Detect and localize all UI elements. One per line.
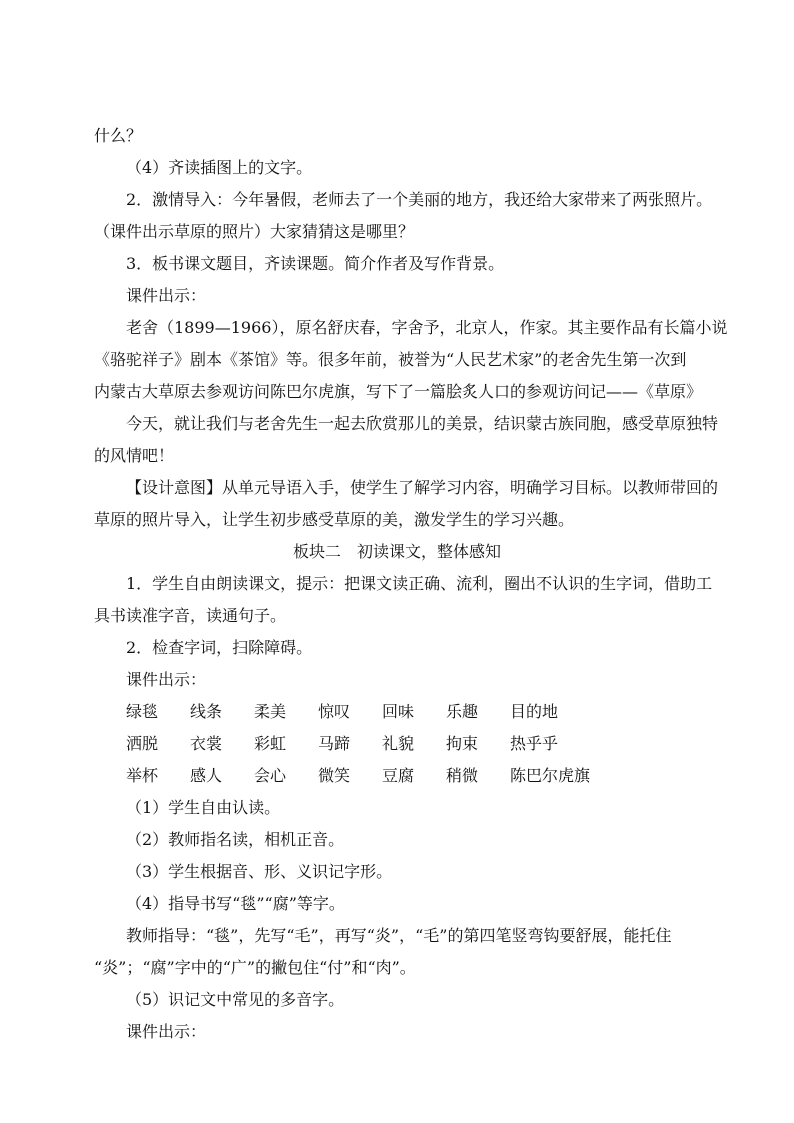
vocab-word: 会心 xyxy=(254,766,287,785)
vocab-word: 回味 xyxy=(382,702,415,721)
vocab-word: 陈巴尔虎旗 xyxy=(510,766,591,785)
paragraph-line: （3）学生根据音、形、义识记字形。 xyxy=(126,862,393,881)
paragraph-line: （4）齐读插图上的文字。 xyxy=(126,158,313,177)
paragraph-line: （1）学生自由认读。 xyxy=(126,798,281,817)
vocab-word: 线条 xyxy=(190,702,223,721)
vocab-word: 豆腐 xyxy=(382,766,415,785)
paragraph-line: 《骆驼祥子》剧本《茶馆》等。很多年前，被誉为“人民艺术家”的老舍先生第一次到 xyxy=(94,350,687,369)
paragraph-line: 内蒙古大草原去参观访问陈巴尔虎旗，写下了一篇脍炙人口的参观访问记——《草原》 xyxy=(94,382,703,401)
paragraph-line: 1．学生自由朗读课文，提示：把课文读正确、流利，圈出不认识的生字词，借助工 xyxy=(126,574,713,593)
vocab-word: 惊叹 xyxy=(318,702,351,721)
design-intent-line: 草原的照片导入，让学生初步感受草原的美，激发学生的学习兴趣。 xyxy=(94,510,575,529)
paragraph-line: 课件出示： xyxy=(126,1022,207,1041)
vocab-word: 彩虹 xyxy=(254,734,287,753)
vocab-word: 柔美 xyxy=(254,702,287,721)
vocab-word: 衣裳 xyxy=(190,734,223,753)
vocab-word: 微笑 xyxy=(318,766,351,785)
paragraph-line: 2．激情导入：今年暑假，老师去了一个美丽的地方，我还给大家带来了两张照片。 xyxy=(126,190,713,209)
vocab-word: 拘束 xyxy=(446,734,479,753)
paragraph-line: 什么？ xyxy=(94,126,143,145)
paragraph-line: （课件出示草原的照片）大家猜猜这是哪里？ xyxy=(94,222,415,241)
vocab-word: 目的地 xyxy=(510,702,559,721)
paragraph-line: 的风情吧！ xyxy=(94,446,175,465)
vocab-word: 感人 xyxy=(190,766,223,785)
paragraph-line: 课件出示： xyxy=(126,286,207,305)
paragraph-line: “炎”；“腐”字中的“广”的撇包住“付”和“肉”。 xyxy=(94,958,416,977)
paragraph-line: 今天，就让我们与老舍先生一起去欣赏那儿的美景，结识蒙古族同胞，感受草原独特 xyxy=(126,414,719,433)
paragraph-line: 3．板书课文题目，齐读课题。简介作者及写作背景。 xyxy=(126,254,505,273)
paragraph-line: （5）识记文中常见的多音字。 xyxy=(126,990,345,1009)
vocab-word: 洒脱 xyxy=(126,734,159,753)
vocab-word: 绿毯 xyxy=(126,702,159,721)
vocab-word: 热乎乎 xyxy=(510,734,559,753)
design-intent-line: 【设计意图】从单元导语入手，使学生了解学习内容，明确学习目标。以教师带回的 xyxy=(126,478,719,497)
paragraph-line: （4）指导书写“毯”“腐”等字。 xyxy=(126,894,345,913)
paragraph-line: 老舍（1899—1966），原名舒庆春，字舍予，北京人，作家。其主要作品有长篇小说 xyxy=(126,318,728,337)
paragraph-line: 2．检查字词，扫除障碍。 xyxy=(126,638,313,657)
vocab-word: 举杯 xyxy=(126,766,159,785)
vocab-word: 乐趣 xyxy=(446,702,479,721)
paragraph-line: 具书读准字音，读通句子。 xyxy=(94,606,287,625)
paragraph-line: 教师指导：“毯”，先写“毛”，再写“炎”，“毛”的第四笔竖弯钩要舒展，能托住 xyxy=(126,926,672,945)
paragraph-line: （2）教师指名读，相机正音。 xyxy=(126,830,345,849)
paragraph-line: 课件出示： xyxy=(126,670,207,689)
section-heading: 板块二 初读课文，整体感知 xyxy=(292,542,501,561)
vocab-word: 稍微 xyxy=(446,766,479,785)
vocab-word: 马蹄 xyxy=(318,734,351,753)
vocab-word: 礼貌 xyxy=(382,734,415,753)
